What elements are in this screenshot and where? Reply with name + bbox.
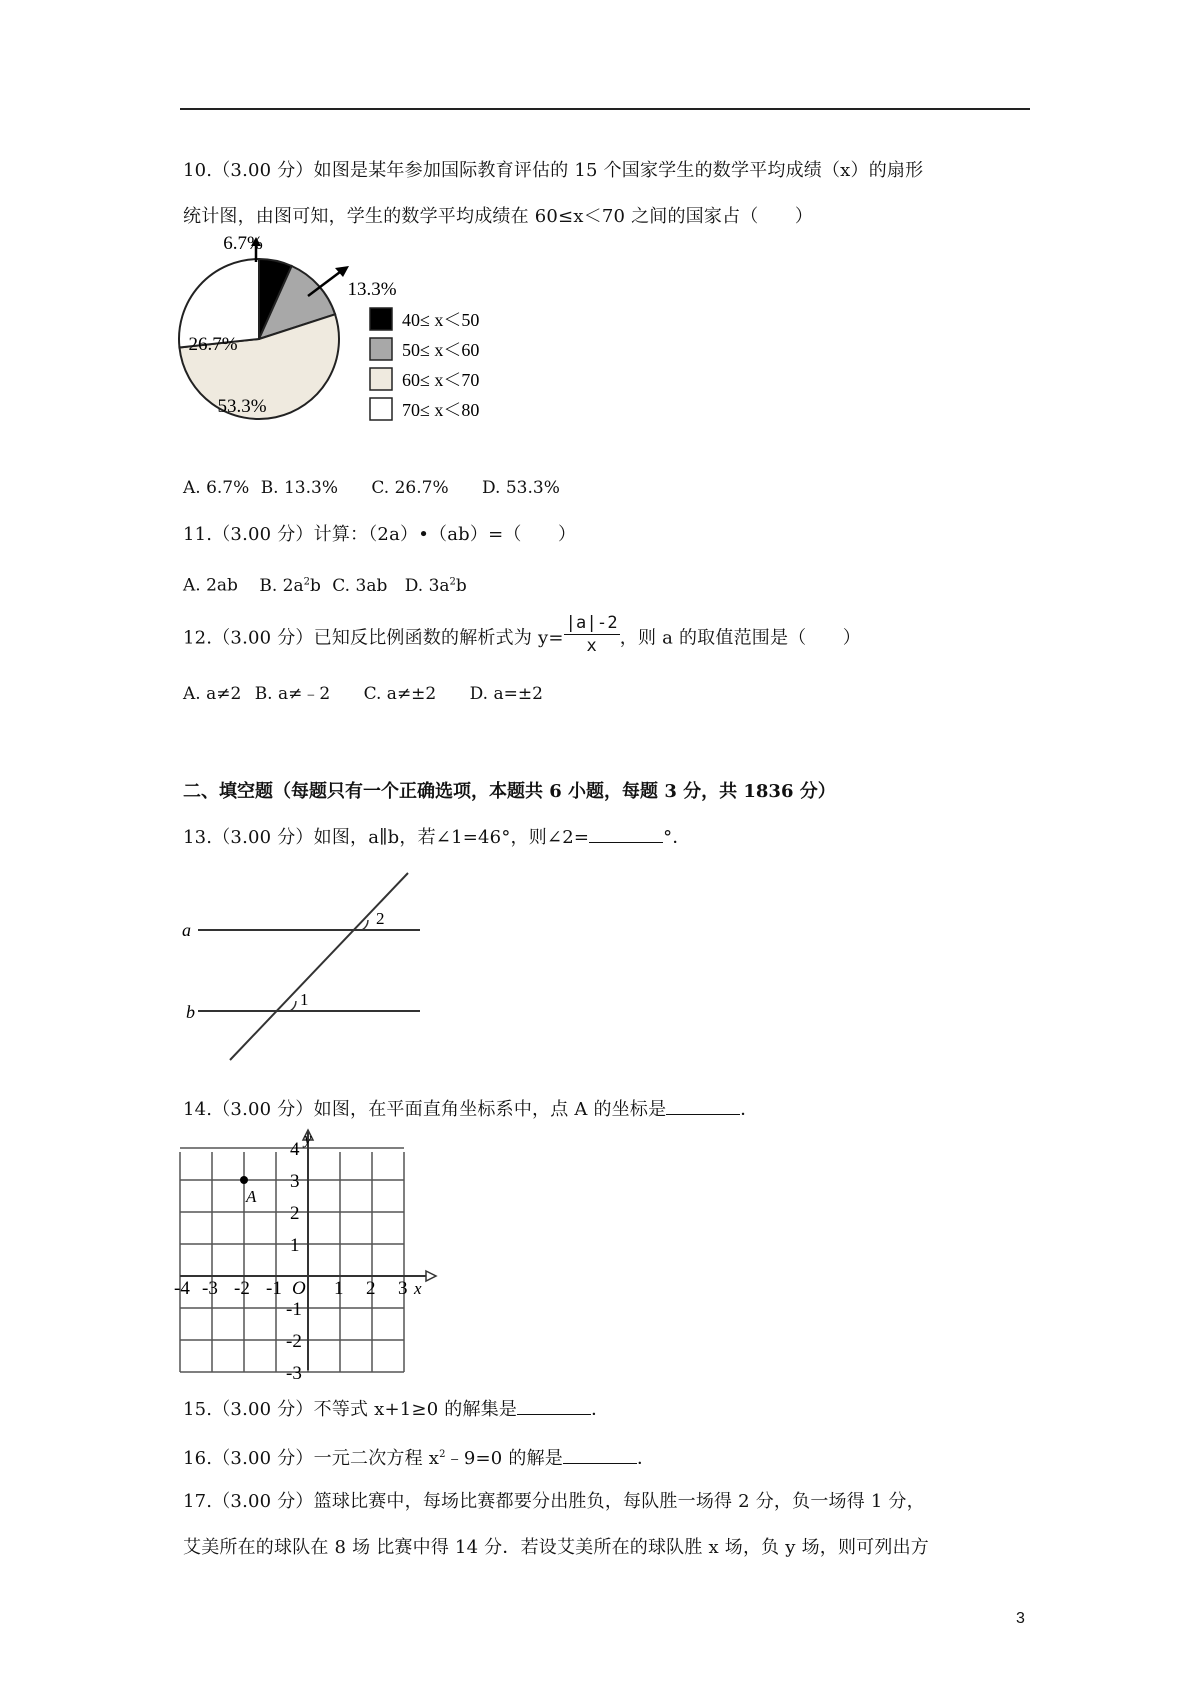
section-2-heading: 二、填空题（每题只有一个正确选项，本题共 6 小题，每题 3 分，共 1836 分） bbox=[183, 781, 836, 802]
q10-option-c[interactable]: C. 26.7% bbox=[371, 478, 449, 498]
point-a-dot bbox=[240, 1176, 248, 1184]
legend-swatch-1 bbox=[370, 338, 392, 360]
x-tick-label: -1 bbox=[266, 1278, 282, 1299]
q15-text-post: ． bbox=[591, 1399, 610, 1420]
q16-text-mid: ﹣9=0 的解是 bbox=[445, 1448, 563, 1469]
q11-option-a[interactable]: A. 2ab bbox=[183, 575, 238, 596]
q10-options bbox=[183, 476, 560, 500]
q17-text-line2: 艾美所在的球队在 8 场 比赛中得 14 分．若设艾美所在的球队胜 x 场，负 y 场，则可列出方 bbox=[183, 1537, 929, 1558]
q13-text bbox=[183, 824, 691, 851]
q10-option-b[interactable]: B. 13.3% bbox=[260, 478, 338, 498]
q12-option-a[interactable]: A. a≠2 bbox=[183, 684, 242, 704]
pie-label-slice-0: 6.7% bbox=[223, 233, 263, 254]
q16-text bbox=[183, 1442, 655, 1472]
q14-text-pre: 14.（3.00 分）如图，在平面直角坐标系中，点 A 的坐标是 bbox=[183, 1099, 667, 1120]
x-axis-arrow bbox=[426, 1271, 436, 1281]
angle-1-arc bbox=[290, 1001, 296, 1011]
y-tick-label: -1 bbox=[286, 1299, 302, 1320]
q12-option-c[interactable]: C. a≠±2 bbox=[363, 684, 437, 704]
x-tick-label: 2 bbox=[366, 1278, 376, 1299]
q10-text-line2: 统计图，由图可知，学生的数学平均成绩在 60≤x＜70 之间的国家占（ ） bbox=[183, 206, 814, 227]
x-tick-label: 3 bbox=[398, 1278, 408, 1299]
q11-option-d[interactable]: D. $3a^2b$ bbox=[404, 575, 467, 596]
q11-option-b[interactable]: B. $2a^2b$ bbox=[259, 575, 321, 596]
label-line-b: b bbox=[186, 1002, 195, 1022]
q14-text bbox=[183, 1096, 758, 1123]
q13-text-post: °． bbox=[663, 827, 691, 848]
pie-label-slice-1: 13.3% bbox=[347, 279, 397, 300]
q12-text-post: ，则 a 的取值范围是（ ） bbox=[619, 627, 861, 649]
q16-answer-blank[interactable] bbox=[563, 1445, 637, 1464]
q14-answer-blank[interactable] bbox=[666, 1096, 740, 1115]
y-tick-label: 2 bbox=[290, 1203, 300, 1224]
x-tick-label: -3 bbox=[202, 1278, 218, 1299]
pie-label-slice-2: 53.3% bbox=[217, 396, 267, 417]
q12-fraction bbox=[564, 612, 620, 657]
y-tick-label: 4 bbox=[290, 1139, 300, 1160]
q17-text-line1: 17.（3.00 分）篮球比赛中，每场比赛都要分出胜负，每队胜一场得 2 分，负一场得 1 分， bbox=[183, 1491, 925, 1512]
transversal-line bbox=[230, 873, 408, 1060]
q13-answer-blank[interactable] bbox=[589, 824, 663, 843]
q15-answer-blank[interactable] bbox=[517, 1396, 591, 1415]
y-tick-label: 3 bbox=[290, 1171, 300, 1192]
q16-exponent: 2 bbox=[439, 1449, 446, 1460]
q15-text bbox=[183, 1396, 609, 1423]
legend-label-3: 70≤ x＜80 bbox=[402, 400, 480, 420]
q10-option-d[interactable]: D. 53.3% bbox=[482, 478, 560, 498]
legend-label-2: 60≤ x＜70 bbox=[402, 370, 480, 390]
q12-fraction-numerator: |a|-2 bbox=[565, 613, 618, 633]
q11-options bbox=[183, 570, 467, 598]
x-axis-label: x bbox=[414, 1279, 422, 1298]
label-angle-1: 1 bbox=[300, 990, 309, 1009]
pie-label-slice-3: 26.7% bbox=[188, 334, 238, 355]
pie-legend bbox=[370, 308, 479, 420]
legend-swatch-0 bbox=[370, 308, 392, 330]
point-a-label: A bbox=[246, 1187, 257, 1206]
y-tick-label: -2 bbox=[286, 1331, 302, 1352]
q14-text-post: ． bbox=[740, 1099, 759, 1120]
y-axis-label: y bbox=[304, 1129, 312, 1148]
y-tick-label: -3 bbox=[286, 1363, 302, 1384]
parallel-lines-figure bbox=[170, 868, 430, 1068]
q16-text-post: ． bbox=[636, 1448, 656, 1469]
q15-text-pre: 15.（3.00 分）不等式 x+1≥0 的解集是 bbox=[183, 1399, 518, 1420]
legend-label-0: 40≤ x＜50 bbox=[402, 310, 480, 330]
q12-fraction-denominator: x bbox=[586, 636, 597, 656]
label-line-a: a bbox=[182, 920, 191, 940]
q12-option-b[interactable]: B. a≠﹣2 bbox=[254, 684, 331, 704]
legend-swatch-2 bbox=[370, 368, 392, 390]
origin-label: O bbox=[292, 1278, 306, 1299]
q10-option-a[interactable]: A. 6.7% bbox=[183, 478, 250, 498]
x-tick-label: -4 bbox=[174, 1278, 190, 1299]
legend-swatch-3 bbox=[370, 398, 392, 420]
q16-text-pre: 16.（3.00 分）一元二次方程 x bbox=[183, 1448, 440, 1469]
q11-text: 11.（3.00 分）计算：（2a）•（ab）=（ ） bbox=[183, 524, 577, 545]
y-tick-label: 1 bbox=[290, 1235, 300, 1256]
q12-option-d[interactable]: D. a=±2 bbox=[469, 684, 543, 704]
legend-label-1: 50≤ x＜60 bbox=[402, 340, 480, 360]
x-tick-label: -2 bbox=[234, 1278, 250, 1299]
q12-options bbox=[183, 682, 543, 706]
x-tick-label: 1 bbox=[334, 1278, 344, 1299]
q11-option-c[interactable]: C. 3ab bbox=[332, 575, 388, 596]
page-number: 3 bbox=[1016, 1610, 1025, 1627]
label-angle-2: 2 bbox=[376, 909, 385, 928]
header-rule bbox=[180, 108, 1030, 110]
pie-chart-figure bbox=[170, 232, 570, 462]
q12-text-pre: 12.（3.00 分）已知反比例函数的解析式为 y= bbox=[183, 627, 564, 649]
q12-text bbox=[183, 613, 861, 661]
q13-text-pre: 13.（3.00 分）如图，a∥b，若∠1=46°，则∠2= bbox=[183, 827, 590, 848]
coordinate-grid-figure bbox=[174, 1128, 440, 1384]
q10-text-line1: 10.（3.00 分）如图是某年参加国际教育评估的 15 个国家学生的数学平均成绩（x）的扇形 bbox=[183, 160, 924, 181]
